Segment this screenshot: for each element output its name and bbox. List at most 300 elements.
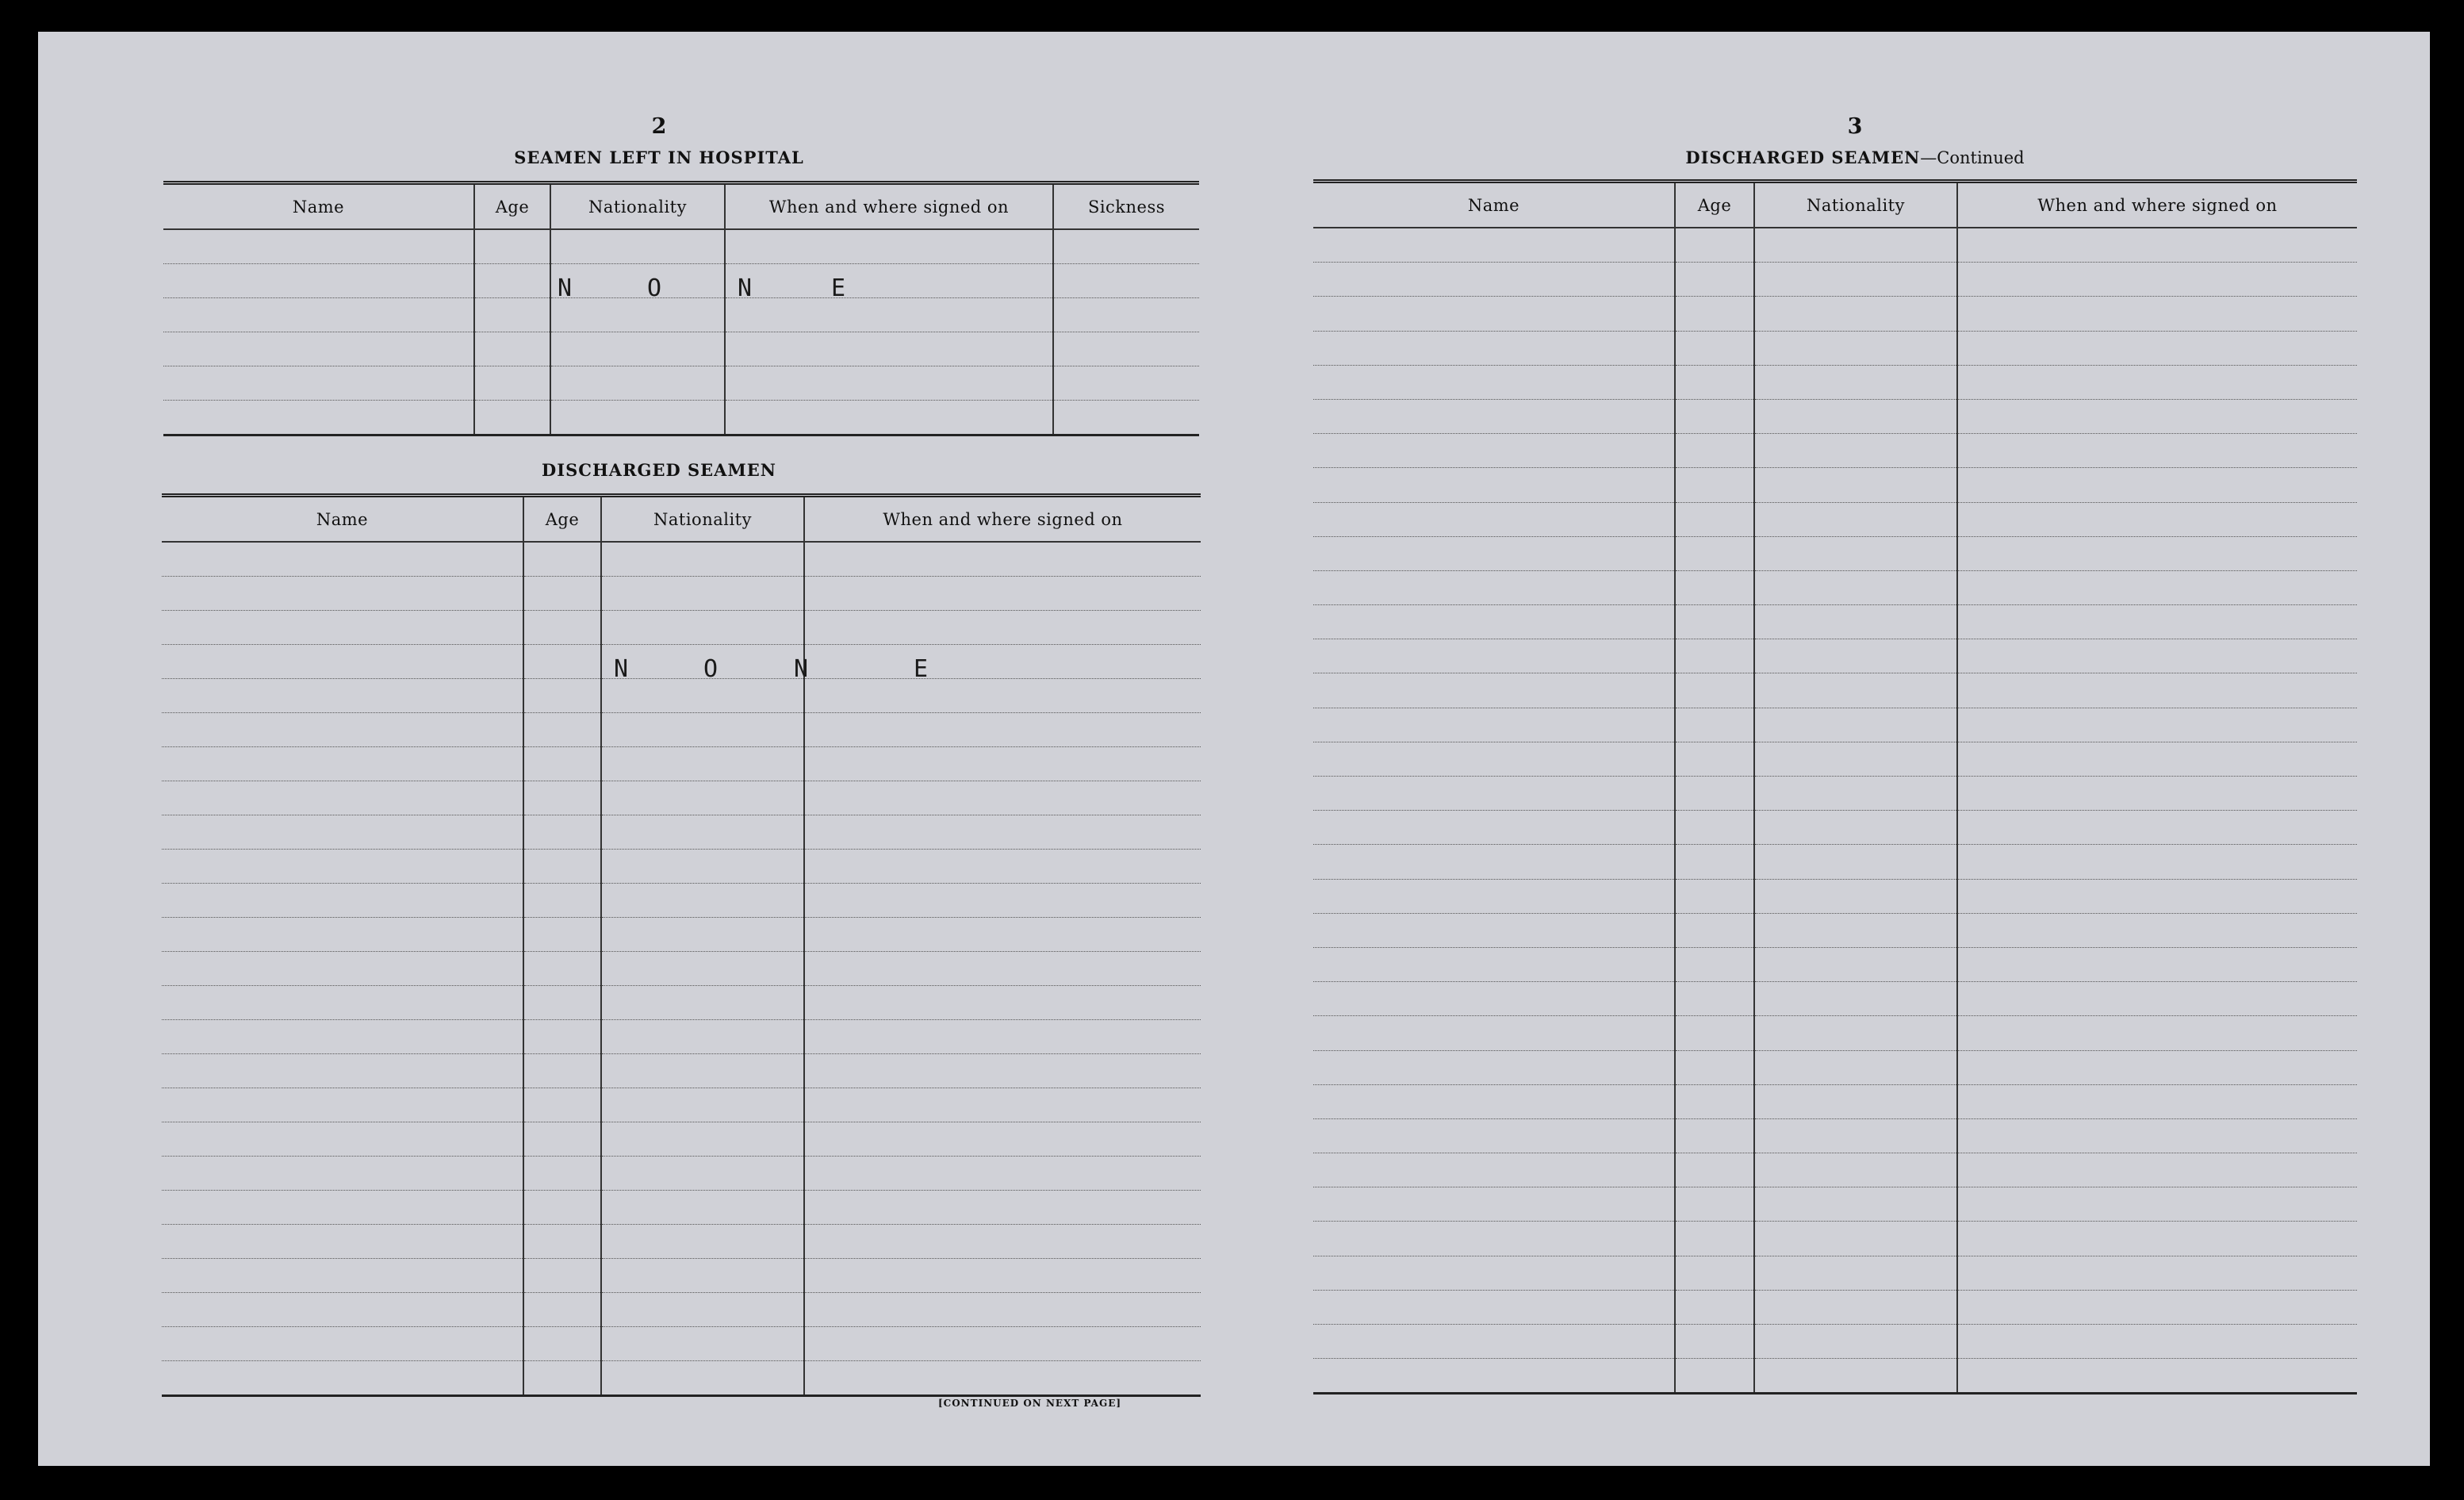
continued-table	[1313, 179, 2357, 1395]
table-cell	[1313, 1050, 1675, 1084]
table-cell	[474, 229, 550, 264]
table-cell	[163, 401, 474, 435]
table-cell	[523, 577, 601, 611]
table-cell	[162, 577, 523, 611]
table-cell	[1053, 366, 1199, 401]
table-cell	[1754, 879, 1957, 913]
table-row	[1313, 845, 2357, 879]
table-cell	[1675, 331, 1754, 365]
table-cell	[1754, 502, 1957, 536]
table-cell	[1754, 605, 1957, 639]
table-cell	[1754, 365, 1957, 399]
table-cell	[162, 679, 523, 713]
table-cell	[601, 1259, 804, 1293]
table-row	[162, 611, 1201, 645]
table-row	[1313, 982, 2357, 1016]
table-cell	[804, 1259, 1201, 1293]
table-row	[163, 332, 1199, 366]
table-cell	[804, 1361, 1201, 1396]
table-cell	[162, 815, 523, 850]
stamp-letter: O	[647, 274, 662, 302]
discharged-section-title: DISCHARGED SEAMEN	[542, 460, 776, 480]
table-cell	[162, 542, 523, 577]
table-cell	[1957, 1256, 2357, 1290]
table-cell	[1675, 297, 1754, 331]
table-cell	[1313, 947, 1675, 981]
table-cell	[523, 611, 601, 645]
table-cell	[601, 713, 804, 747]
table-cell	[804, 850, 1201, 884]
table-cell	[523, 747, 601, 781]
table-cell	[804, 781, 1201, 815]
table-cell	[523, 1122, 601, 1157]
table-cell	[804, 884, 1201, 918]
table-cell	[162, 781, 523, 815]
table-cell	[550, 366, 725, 401]
table-cell	[162, 1088, 523, 1122]
table-row	[162, 1157, 1201, 1191]
table-row	[162, 815, 1201, 850]
table-cell	[1754, 742, 1957, 776]
table-cell	[1313, 639, 1675, 673]
table-row	[1313, 570, 2357, 604]
table-cell	[1957, 947, 2357, 981]
table-cell	[1313, 434, 1675, 468]
table-cell	[1754, 1187, 1957, 1222]
table-cell	[1957, 263, 2357, 297]
column-header-nationality: Nationality	[601, 496, 804, 543]
stamp-letter: E	[914, 655, 929, 683]
table-cell	[1313, 982, 1675, 1016]
table-cell	[1957, 913, 2357, 947]
table-cell	[550, 229, 725, 264]
table-cell	[1313, 570, 1675, 604]
table-cell	[1957, 673, 2357, 708]
table-cell	[601, 815, 804, 850]
table-cell	[1957, 605, 2357, 639]
table-cell	[1313, 1084, 1675, 1118]
table-row	[162, 542, 1201, 577]
table-cell	[1754, 845, 1957, 879]
table-row	[162, 781, 1201, 815]
table-cell	[523, 645, 601, 679]
table-cell	[1675, 1084, 1754, 1118]
table-row	[162, 1293, 1201, 1327]
column-header-nationality: Nationality	[550, 183, 725, 230]
table-row	[1313, 1016, 2357, 1050]
table-cell	[474, 298, 550, 332]
table-cell	[550, 264, 725, 298]
table-cell	[1675, 673, 1754, 708]
table-row	[162, 952, 1201, 986]
table-cell	[601, 1225, 804, 1259]
page-number: 2	[651, 114, 667, 139]
table-cell	[601, 1327, 804, 1361]
table-row	[1313, 1050, 2357, 1084]
table-cell	[1313, 502, 1675, 536]
table-cell	[1754, 1050, 1957, 1084]
table-cell	[1675, 434, 1754, 468]
discharged-table	[162, 493, 1201, 1397]
table-cell	[1675, 1256, 1754, 1290]
table-row	[1313, 1222, 2357, 1256]
table-row	[1313, 1256, 2357, 1290]
column-header-nationality: Nationality	[1754, 182, 1957, 228]
table-cell	[1313, 1222, 1675, 1256]
table-cell	[1313, 1187, 1675, 1222]
table-cell	[550, 332, 725, 366]
table-cell	[162, 1122, 523, 1157]
table-cell	[1754, 811, 1957, 845]
table-cell	[1754, 913, 1957, 947]
stamp-letter: N	[558, 274, 573, 302]
table-row	[1313, 947, 2357, 981]
table-cell	[1313, 605, 1675, 639]
table-cell	[162, 1191, 523, 1225]
table-cell	[550, 401, 725, 435]
table-cell	[601, 1122, 804, 1157]
table-cell	[601, 1157, 804, 1191]
table-cell	[1754, 331, 1957, 365]
table-cell	[1313, 331, 1675, 365]
table-cell	[162, 1157, 523, 1191]
table-cell	[601, 1361, 804, 1396]
table-cell	[1313, 708, 1675, 742]
table-cell	[523, 850, 601, 884]
table-cell	[162, 611, 523, 645]
table-cell	[1957, 502, 2357, 536]
table-cell	[1675, 1153, 1754, 1187]
table-row	[162, 1122, 1201, 1157]
table-cell	[162, 918, 523, 952]
table-row	[162, 679, 1201, 713]
table-cell	[163, 264, 474, 298]
table-cell	[1675, 468, 1754, 502]
table-cell	[523, 713, 601, 747]
table-cell	[474, 401, 550, 435]
table-cell	[1754, 947, 1957, 981]
table-cell	[1957, 879, 2357, 913]
table-cell	[725, 401, 1053, 435]
table-cell	[162, 1327, 523, 1361]
table-cell	[804, 679, 1201, 713]
table-cell	[1675, 1359, 1754, 1394]
table-cell	[1053, 229, 1199, 264]
table-cell	[1754, 536, 1957, 570]
table-cell	[1957, 468, 2357, 502]
table-row	[1313, 777, 2357, 811]
table-cell	[1957, 1050, 2357, 1084]
table-cell	[1675, 228, 1754, 263]
table-cell	[601, 1054, 804, 1088]
table-cell	[1754, 399, 1957, 433]
table-cell	[1957, 742, 2357, 776]
table-cell	[162, 850, 523, 884]
table-cell	[523, 815, 601, 850]
table-cell	[601, 747, 804, 781]
table-cell	[804, 542, 1201, 577]
table-row	[163, 264, 1199, 298]
table-cell	[601, 611, 804, 645]
table-cell	[1675, 982, 1754, 1016]
column-header-age: Age	[1675, 182, 1754, 228]
table-cell	[1675, 1016, 1754, 1050]
table-cell	[523, 1293, 601, 1327]
table-cell	[804, 815, 1201, 850]
hospital-table	[163, 181, 1199, 436]
table-cell	[804, 918, 1201, 952]
table-cell	[804, 577, 1201, 611]
table-cell	[1957, 639, 2357, 673]
table-row	[1313, 468, 2357, 502]
table-row	[1313, 502, 2357, 536]
table-row	[1313, 742, 2357, 776]
table-cell	[1313, 845, 1675, 879]
table-row	[1313, 811, 2357, 845]
table-cell	[162, 1293, 523, 1327]
table-cell	[1313, 777, 1675, 811]
table-cell	[523, 884, 601, 918]
table-cell	[523, 1157, 601, 1191]
table-cell	[162, 1225, 523, 1259]
table-cell	[1754, 1256, 1957, 1290]
table-cell	[1675, 399, 1754, 433]
table-cell	[1957, 399, 2357, 433]
table-cell	[1313, 1153, 1675, 1187]
table-cell	[1754, 263, 1957, 297]
table-row	[162, 747, 1201, 781]
right-page	[1313, 32, 2397, 1466]
table-cell	[601, 1088, 804, 1122]
table-cell	[1754, 639, 1957, 673]
table-cell	[725, 264, 1053, 298]
table-cell	[1313, 913, 1675, 947]
table-row	[162, 577, 1201, 611]
table-cell	[1957, 1325, 2357, 1359]
column-header-age: Age	[474, 183, 550, 230]
table-cell	[601, 884, 804, 918]
column-header-sickness: Sickness	[1053, 183, 1199, 230]
table-cell	[601, 952, 804, 986]
table-cell	[1754, 434, 1957, 468]
column-header-name: Name	[163, 183, 474, 230]
stamp-letter: E	[831, 274, 846, 302]
table-cell	[1754, 1359, 1957, 1394]
table-cell	[1957, 434, 2357, 468]
table-cell	[1313, 468, 1675, 502]
left-page	[117, 32, 1201, 1466]
table-row	[1313, 1187, 2357, 1222]
table-row	[1313, 1153, 2357, 1187]
table-cell	[1957, 777, 2357, 811]
page-number: 3	[1847, 114, 1863, 139]
table-cell	[1957, 536, 2357, 570]
table-cell	[725, 366, 1053, 401]
table-cell	[1313, 1118, 1675, 1153]
table-cell	[1313, 1290, 1675, 1324]
table-cell	[804, 1122, 1201, 1157]
table-row	[162, 1225, 1201, 1259]
table-row	[1313, 605, 2357, 639]
table-cell	[523, 952, 601, 986]
stamp-letter: O	[703, 655, 719, 683]
table-cell	[1957, 1084, 2357, 1118]
table-cell	[162, 645, 523, 679]
table-row	[1313, 297, 2357, 331]
table-row	[163, 229, 1199, 264]
table-cell	[1675, 708, 1754, 742]
table-cell	[523, 1361, 601, 1396]
table-cell	[804, 1191, 1201, 1225]
column-header-signed-on: When and where signed on	[804, 496, 1201, 543]
table-cell	[1675, 1290, 1754, 1324]
table-cell	[1675, 263, 1754, 297]
table-cell	[1053, 401, 1199, 435]
table-cell	[523, 1020, 601, 1054]
table-cell	[804, 713, 1201, 747]
table-cell	[550, 298, 725, 332]
table-row	[162, 1191, 1201, 1225]
table-cell	[1754, 673, 1957, 708]
table-cell	[163, 229, 474, 264]
table-cell	[1313, 673, 1675, 708]
table-cell	[1675, 365, 1754, 399]
table-cell	[1675, 536, 1754, 570]
table-cell	[1957, 1118, 2357, 1153]
table-cell	[1313, 263, 1675, 297]
column-header-name: Name	[1313, 182, 1675, 228]
table-cell	[725, 332, 1053, 366]
table-cell	[1957, 228, 2357, 263]
table-cell	[1754, 708, 1957, 742]
table-cell	[1957, 982, 2357, 1016]
table-row	[1313, 536, 2357, 570]
table-cell	[523, 1259, 601, 1293]
table-row	[162, 986, 1201, 1020]
table-cell	[1957, 811, 2357, 845]
table-cell	[1957, 1222, 2357, 1256]
table-cell	[1754, 1084, 1957, 1118]
table-cell	[601, 1020, 804, 1054]
table-cell	[1957, 1359, 2357, 1394]
table-cell	[1675, 1187, 1754, 1222]
table-cell	[1754, 982, 1957, 1016]
table-cell	[1675, 639, 1754, 673]
table-cell	[523, 781, 601, 815]
title-main: DISCHARGED SEAMEN	[1685, 148, 1921, 167]
table-cell	[1675, 913, 1754, 947]
table-cell	[1675, 947, 1754, 981]
table-row	[1313, 1290, 2357, 1324]
table-cell	[1754, 1222, 1957, 1256]
title-suffix: —Continued	[1920, 148, 2025, 167]
table-cell	[1957, 331, 2357, 365]
table-row	[163, 298, 1199, 332]
table-cell	[162, 1020, 523, 1054]
table-row	[163, 366, 1199, 401]
table-row	[1313, 1084, 2357, 1118]
table-cell	[804, 747, 1201, 781]
table-cell	[1675, 502, 1754, 536]
table-cell	[804, 611, 1201, 645]
table-cell	[1675, 1222, 1754, 1256]
table-cell	[601, 1293, 804, 1327]
table-cell	[601, 542, 804, 577]
table-cell	[474, 264, 550, 298]
table-cell	[1754, 228, 1957, 263]
table-cell	[1754, 1016, 1957, 1050]
table-cell	[1313, 365, 1675, 399]
table-cell	[474, 332, 550, 366]
table-row	[162, 645, 1201, 679]
table-cell	[163, 298, 474, 332]
table-cell	[523, 1088, 601, 1122]
table-cell	[1754, 297, 1957, 331]
table-cell	[601, 986, 804, 1020]
table-cell	[804, 1054, 1201, 1088]
table-cell	[1754, 1290, 1957, 1324]
table-cell	[1754, 777, 1957, 811]
table-cell	[1313, 536, 1675, 570]
table-cell	[162, 884, 523, 918]
table-row	[162, 1020, 1201, 1054]
table-cell	[162, 747, 523, 781]
table-cell	[523, 1191, 601, 1225]
table-cell	[523, 1054, 601, 1088]
table-cell	[1053, 332, 1199, 366]
column-header-age: Age	[523, 496, 601, 543]
table-row	[1313, 434, 2357, 468]
table-row	[1313, 708, 2357, 742]
table-cell	[1313, 1256, 1675, 1290]
table-cell	[523, 986, 601, 1020]
stamp-letter: N	[794, 655, 809, 683]
table-row	[1313, 639, 2357, 673]
table-cell	[162, 952, 523, 986]
table-row	[162, 713, 1201, 747]
stamp-letter: N	[614, 655, 629, 683]
table-cell	[804, 952, 1201, 986]
table-row	[1313, 365, 2357, 399]
table-cell	[523, 1225, 601, 1259]
table-cell	[601, 918, 804, 952]
table-row	[1313, 1118, 2357, 1153]
table-cell	[1675, 777, 1754, 811]
table-row	[1313, 1325, 2357, 1359]
table-cell	[1313, 228, 1675, 263]
table-row	[1313, 399, 2357, 433]
table-cell	[1675, 1325, 1754, 1359]
column-header-signed-on: When and where signed on	[1957, 182, 2357, 228]
table-row	[162, 1327, 1201, 1361]
table-cell	[601, 577, 804, 611]
table-cell	[1754, 1153, 1957, 1187]
table-cell	[1675, 605, 1754, 639]
table-cell	[601, 645, 804, 679]
stamp-letter: N	[738, 274, 753, 302]
table-row	[162, 884, 1201, 918]
table-cell	[1957, 845, 2357, 879]
table-cell	[1675, 811, 1754, 845]
table-cell	[1675, 570, 1754, 604]
table-cell	[601, 781, 804, 815]
table-row	[162, 850, 1201, 884]
table-cell	[523, 679, 601, 713]
table-cell	[162, 1361, 523, 1396]
table-cell	[1313, 1325, 1675, 1359]
table-row	[162, 1088, 1201, 1122]
table-cell	[1313, 297, 1675, 331]
